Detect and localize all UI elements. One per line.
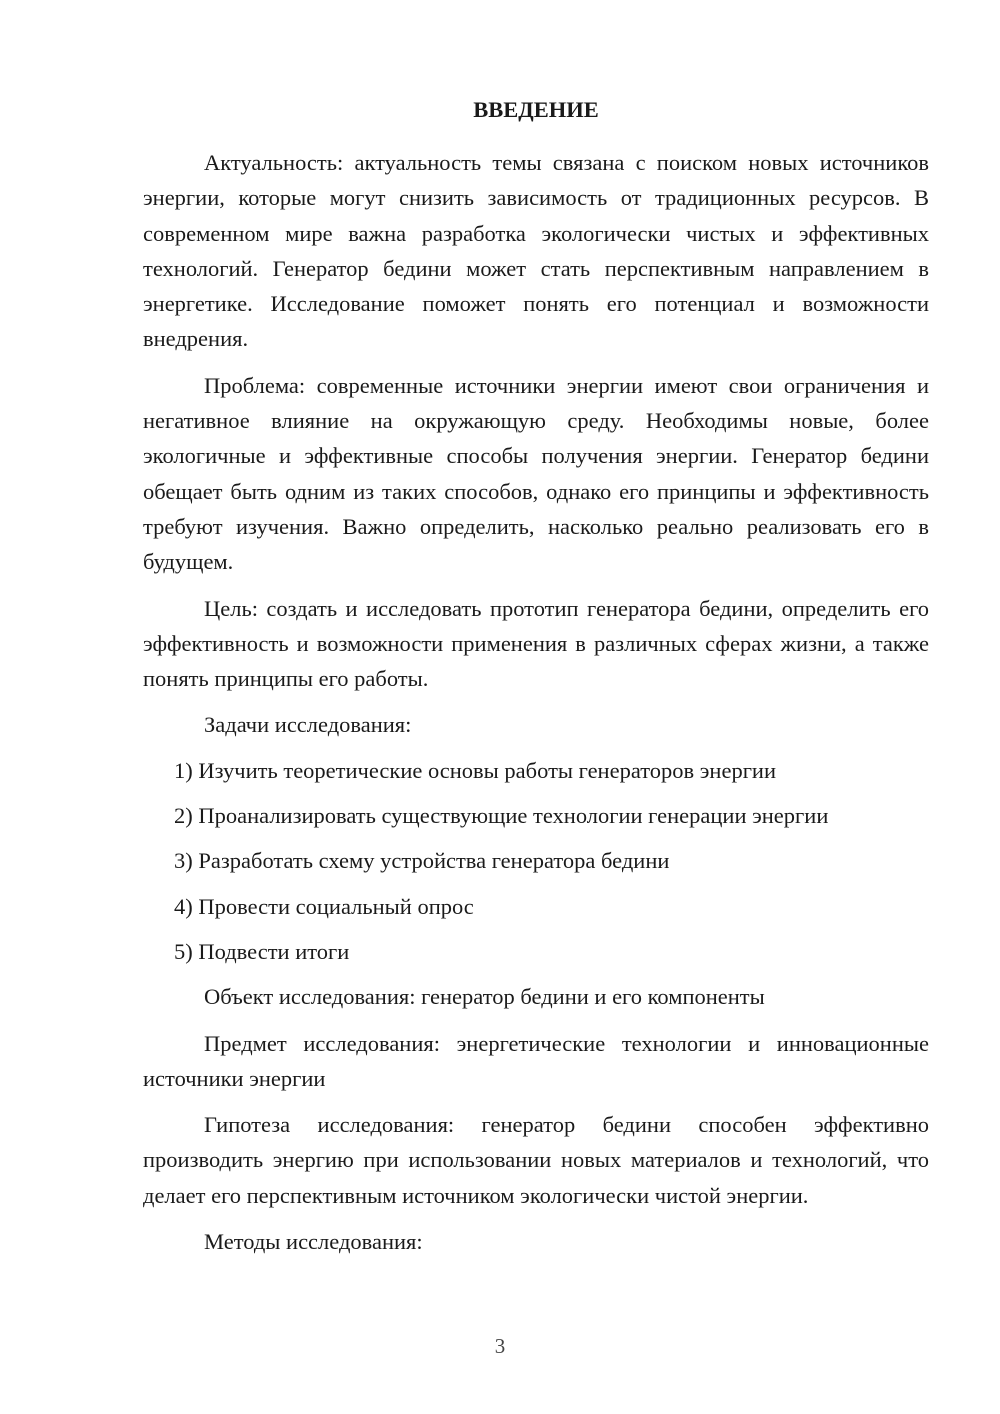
tasks-heading: Задачи исследования: — [204, 712, 412, 738]
problem-paragraph: Проблема: современные источники энергии имеют свои ограничения и негативное влияние на окружающую среду. Необходимы новые, более экологичные и эффективные способы получения энергии. Генератор бедини обещает быть одним из таких способов, однако его принципы и эффективность требуют изучения. Важно определить, насколько реально реализовать его в будущем. — [143, 372, 929, 575]
tasks-list — [143, 753, 929, 969]
relevance-paragraph: Актуальность: актуальность темы связана с поиском новых источников энергии, которые могут снизить зависимость от традиционных ресурсов. В современном мире важна разработка экологически чистых и эффективных технологий. Генератор бедини может стать перспективным направлением в энергетике. Исследование поможет понять его потенциал и возможности внедрения. — [143, 150, 929, 352]
hypothesis-paragraph: Гипотеза исследования: генератор бедини способен эффективно производить энергию при использовании новых материалов и технологий, что делает его перспективным источником экологически чистой энергии. — [143, 1112, 929, 1208]
list-item: 3) Разработать схему устройства генератора бедини — [174, 848, 670, 874]
page-content — [143, 94, 929, 1270]
section-title: ВВЕДЕНИЕ — [473, 97, 599, 122]
goal-paragraph: Цель: создать и исследовать прототип генератора бедини, определить его эффективность и возможности применения в различных сферах жизни, а также понять принципы его работы. — [143, 595, 929, 692]
subject-paragraph: Предмет исследования: энергетические технологии и инновационные источники энергии — [143, 1030, 929, 1091]
list-item: 2) Проанализировать существующие технологии генерации энергии — [174, 803, 829, 829]
methods-heading: Методы исследования: — [204, 1229, 423, 1255]
list-item: 5) Подвести итоги — [174, 938, 350, 964]
list-item: 4) Провести социальный опрос — [174, 893, 474, 919]
list-item: 1) Изучить теоретические основы работы генераторов энергии — [174, 757, 777, 783]
page-number: 3 — [494, 1334, 506, 1358]
object-paragraph: Объект исследования: генератор бедини и его компоненты — [204, 984, 765, 1010]
